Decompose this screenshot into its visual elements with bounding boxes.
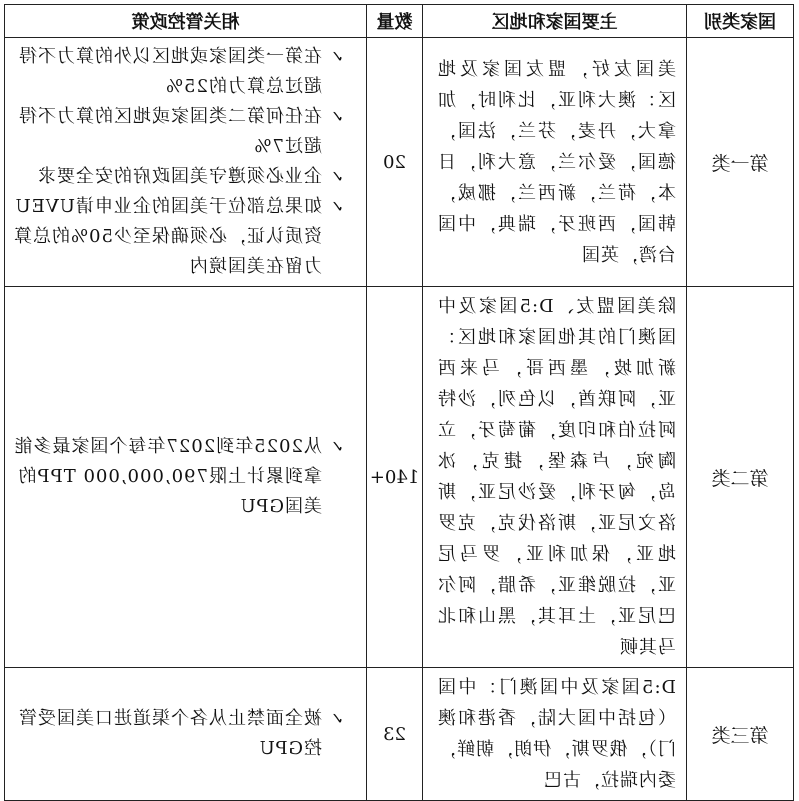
policy-text: 在任何第二类国家或地区的算力不得超过7% xyxy=(18,106,322,157)
policy-text: 如果总部位于美国的企业申请UVEU资质认证，必须确保至少50%的总算力留在美国境内 xyxy=(12,196,322,277)
category-cell: 第二类 xyxy=(687,287,794,668)
policy-item xyxy=(13,192,356,282)
header-row xyxy=(5,5,794,38)
header-region: 主要国家和地区 xyxy=(423,5,687,38)
header-category: 国家类别 xyxy=(687,5,794,38)
policy-cell xyxy=(5,38,367,287)
checkmark-icon: ✓ xyxy=(329,107,344,126)
policy-item xyxy=(13,102,356,162)
table-row xyxy=(5,668,794,801)
policy-item xyxy=(13,162,356,192)
region-cell xyxy=(423,38,687,287)
checkmark-icon: ✓ xyxy=(329,709,344,728)
header-policy: 相关管控政策 xyxy=(5,5,367,38)
policy-text: 在第一类国家或地区以外的算力不得超过总算力的25% xyxy=(18,46,322,97)
policy-table xyxy=(4,4,794,801)
region-text: D:5国家及中国澳门：中国（包括中国大陆，香港和澳门），俄罗斯，伊朗，朝鲜，委内瑞拉，古巴 xyxy=(437,677,676,791)
category-cell: 第一类 xyxy=(687,38,794,287)
quantity-cell: 20 xyxy=(367,38,423,287)
region-cell xyxy=(423,287,687,668)
table-row xyxy=(5,287,794,668)
policy-item xyxy=(13,432,356,522)
region-cell xyxy=(423,668,687,801)
policy-text: 被全面禁止从各个渠道进口美国受管控GPU xyxy=(18,708,322,759)
policy-cell xyxy=(5,287,367,668)
header-quantity: 数量 xyxy=(367,5,423,38)
policy-text: 从2025年到2027年每个国家最多能拿到累计上限790,000,000 TPP的美国GPU xyxy=(13,436,322,517)
checkmark-icon: ✓ xyxy=(329,437,344,456)
table-row xyxy=(5,38,794,287)
quantity-cell: 23 xyxy=(367,668,423,801)
policy-item xyxy=(13,42,356,102)
checkmark-icon: ✓ xyxy=(329,197,344,216)
quantity-cell: 140+ xyxy=(367,287,423,668)
region-text: 美国友好，盟友国家及地区：澳大利亚，比利时，加拿大，丹麦，芬兰，法国，德国，爱尔兰，意大利，日本，荷兰，新西兰，挪威，韩国，西班牙，瑞典，中国台湾，英国 xyxy=(437,58,676,266)
policy-text: 企业必须遵守美国政府的安全要求 xyxy=(37,166,322,187)
checkmark-icon: ✓ xyxy=(329,167,344,186)
checkmark-icon: ✓ xyxy=(329,47,344,66)
policy-cell xyxy=(5,668,367,801)
policy-item xyxy=(13,704,356,764)
category-cell: 第三类 xyxy=(687,668,794,801)
region-text: 除美国盟友、D:5国家及中国澳门的其他国家和地区：新加坡，墨西哥，马来西亚，阿联酋，以色列，沙特阿拉伯和印度，葡萄牙，立陶宛，卢森堡，捷克，冰岛，匈牙利，爱沙尼亚，斯洛文尼亚，斯洛伐克，克罗地亚，保加利亚，罗马尼亚，拉脱维亚，希腊，阿尔巴尼亚，土耳其，黑山和北马其顿 xyxy=(437,296,676,658)
